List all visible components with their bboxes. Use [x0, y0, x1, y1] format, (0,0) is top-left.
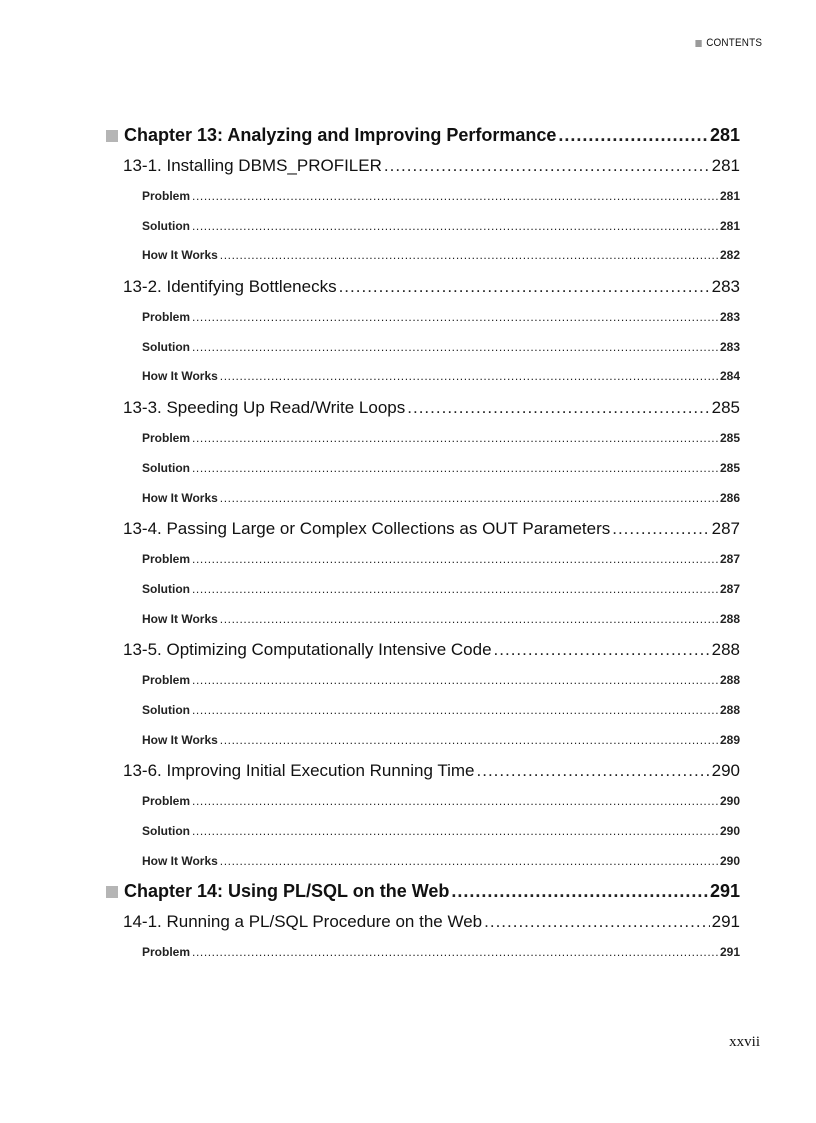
dot-leader — [192, 212, 718, 242]
page-number: xxvii — [729, 1034, 760, 1050]
dot-leader — [494, 634, 710, 666]
toc-entry-title — [142, 817, 190, 847]
toc-entry-page: 285 — [711, 398, 740, 418]
toc-entry-title-text: How It Works — [142, 369, 218, 384]
toc-subsection-row[interactable] — [106, 847, 740, 877]
toc-entry-title — [142, 424, 190, 454]
toc-entry-title — [142, 545, 190, 575]
toc-subsection-row[interactable] — [106, 212, 740, 242]
toc-entry-title — [123, 271, 337, 303]
toc-subsection-row[interactable] — [106, 575, 740, 605]
dot-leader — [220, 362, 718, 392]
toc-entry-title — [142, 726, 218, 756]
toc-entry-page: 281 — [719, 189, 740, 203]
toc-entry-page: 290 — [719, 794, 740, 809]
toc-entry-title-text: Problem — [142, 794, 191, 809]
dot-leader — [192, 666, 718, 696]
dot-leader — [220, 726, 718, 756]
toc-entry-title — [142, 241, 218, 271]
toc-entry-title — [142, 787, 190, 817]
toc-entry-title — [142, 484, 218, 514]
toc-entry-page: 284 — [719, 369, 740, 384]
toc-subsection-row[interactable] — [106, 424, 740, 454]
toc-entry-page: 291 — [719, 945, 740, 960]
toc-entry-title-text: Solution — [142, 702, 190, 717]
running-header-label: CONTENTS — [706, 37, 762, 49]
toc-entry-title — [142, 454, 190, 484]
toc-chapter-row[interactable] — [106, 876, 740, 906]
toc-entry-title — [142, 333, 190, 363]
dot-leader — [192, 575, 718, 605]
toc-entry-title — [142, 182, 190, 212]
toc-entry-title-text: 13-3. Speeding Up Read/Write Loops — [123, 398, 406, 418]
toc-subsection-row[interactable] — [106, 817, 740, 847]
dot-leader — [407, 392, 709, 424]
toc-entry-page: 291 — [709, 881, 740, 902]
toc-entry-page: 289 — [719, 732, 740, 747]
toc-section-row[interactable] — [106, 271, 740, 303]
toc-entry-page: 288 — [719, 702, 740, 717]
toc-entry-title-text: Solution — [142, 460, 190, 475]
toc-entry-title-text: How It Works — [142, 853, 218, 868]
toc-entry-page: 290 — [719, 853, 740, 868]
dot-leader — [220, 484, 718, 514]
toc-entry-title — [142, 696, 190, 726]
dot-leader — [384, 150, 710, 182]
toc-entry-page: 288 — [711, 640, 740, 660]
toc-entry-title-text: 13-2. Identifying Bottlenecks — [123, 277, 337, 297]
toc-entry-title-text: Chapter 14: Using PL/SQL on the Web — [124, 881, 450, 902]
dot-leader — [220, 847, 718, 877]
dot-leader — [612, 513, 709, 545]
dot-leader — [192, 182, 718, 212]
toc-entry-title-text: How It Works — [142, 611, 218, 626]
toc-entry-title-text: 13-5. Optimizing Computationally Intensive Code — [123, 640, 492, 660]
toc-entry-page: 285 — [719, 460, 740, 475]
toc-entry-title — [142, 605, 218, 635]
toc-entry-title — [123, 392, 405, 424]
toc-subsection-row[interactable] — [106, 696, 740, 726]
toc-subsection-row[interactable] — [106, 787, 740, 817]
toc-entry-title-text: Problem — [142, 310, 191, 325]
toc-entry-page: 283 — [719, 310, 740, 325]
toc-chapter-row[interactable] — [106, 120, 740, 150]
toc-entry-title — [106, 120, 556, 150]
toc-entry-title-text: 14-1. Running a PL/SQL Procedure on the Web — [123, 912, 483, 932]
toc-entry-title-text: Solution — [142, 581, 190, 596]
dot-leader — [192, 545, 718, 575]
toc-section-row[interactable] — [106, 634, 740, 666]
toc-section-row[interactable] — [106, 150, 740, 182]
toc-entry-title-text: Problem — [142, 552, 191, 567]
toc-entry-title — [123, 906, 482, 938]
dot-leader — [192, 817, 718, 847]
toc-entry-page: 290 — [719, 824, 740, 838]
toc-subsection-row[interactable] — [106, 726, 740, 756]
toc-entry-title-text: Problem — [142, 673, 191, 688]
toc-section-row[interactable] — [106, 513, 740, 545]
toc-subsection-row[interactable] — [106, 484, 740, 514]
toc-entry-title — [123, 513, 610, 545]
toc-entry-page: 281 — [709, 125, 740, 145]
toc-subsection-row[interactable] — [106, 182, 740, 212]
running-header — [695, 37, 762, 49]
dot-leader — [192, 938, 718, 968]
dot-leader — [192, 424, 718, 454]
toc-subsection-row[interactable] — [106, 666, 740, 696]
toc-entry-title — [142, 666, 190, 696]
toc-subsection-row[interactable] — [106, 545, 740, 575]
dot-leader — [192, 333, 718, 363]
toc-subsection-row[interactable] — [106, 938, 740, 968]
toc-entry-page: 287 — [719, 552, 740, 567]
dot-leader — [558, 120, 708, 150]
toc-entry-page: 283 — [719, 339, 740, 354]
toc-entry-title — [106, 876, 449, 906]
toc-entry-title — [123, 755, 475, 787]
toc-subsection-row[interactable] — [106, 454, 740, 484]
dot-leader — [192, 787, 718, 817]
table-of-contents — [106, 120, 740, 968]
square-bullet-icon — [106, 130, 118, 142]
toc-subsection-row[interactable] — [106, 303, 740, 333]
toc-entry-title — [142, 212, 190, 242]
dot-leader — [220, 241, 718, 271]
toc-subsection-row[interactable] — [106, 605, 740, 635]
toc-entry-page: 282 — [719, 248, 740, 263]
toc-entry-title-text: 13-1. Installing DBMS_PROFILER — [123, 156, 382, 175]
toc-entry-page: 291 — [711, 912, 740, 932]
dot-leader — [192, 454, 718, 484]
toc-entry-title-text: Solution — [142, 218, 190, 233]
toc-entry-page: 290 — [711, 761, 740, 781]
toc-entry-title — [123, 634, 492, 666]
toc-entry-page: 288 — [719, 611, 740, 626]
toc-entry-title-text: 13-6. Improving Initial Execution Running Time — [123, 761, 475, 781]
toc-entry-title-text: Solution — [142, 824, 190, 838]
square-bullet-icon — [695, 40, 701, 47]
toc-subsection-row[interactable] — [106, 362, 740, 392]
toc-section-row[interactable] — [106, 392, 740, 424]
toc-entry-title — [142, 362, 218, 392]
dot-leader — [192, 696, 718, 726]
toc-entry-page: 285 — [719, 431, 740, 446]
dot-leader — [451, 876, 708, 906]
dot-leader — [484, 906, 710, 938]
square-bullet-icon — [106, 886, 118, 898]
toc-entry-title — [142, 938, 190, 968]
toc-entry-title-text: Solution — [142, 339, 190, 354]
toc-entry-page: 281 — [711, 156, 740, 175]
toc-subsection-row[interactable] — [106, 241, 740, 271]
toc-entry-page: 287 — [711, 519, 740, 539]
toc-entry-title-text: Chapter 13: Analyzing and Improving Performance — [124, 125, 557, 145]
dot-leader — [477, 755, 710, 787]
toc-entry-title-text: Problem — [142, 945, 191, 960]
toc-entry-page: 287 — [719, 581, 740, 596]
dot-leader — [339, 271, 710, 303]
dot-leader — [192, 303, 718, 333]
toc-entry-title-text: 13-4. Passing Large or Complex Collections as OUT Parameters — [123, 519, 611, 539]
dot-leader — [220, 605, 718, 635]
toc-entry-page: 283 — [711, 277, 740, 297]
toc-entry-title — [123, 150, 382, 182]
toc-section-row[interactable] — [106, 755, 740, 787]
toc-section-row[interactable] — [106, 906, 740, 938]
toc-entry-page: 288 — [719, 673, 740, 688]
toc-entry-page: 281 — [719, 218, 740, 233]
toc-entry-page: 286 — [719, 490, 740, 505]
toc-entry-title-text: How It Works — [142, 732, 218, 747]
toc-entry-title-text: How It Works — [142, 248, 218, 263]
toc-entry-title — [142, 847, 218, 877]
toc-entry-title-text: Problem — [142, 189, 191, 203]
toc-entry-title-text: Problem — [142, 431, 191, 446]
toc-entry-title-text: How It Works — [142, 490, 218, 505]
toc-entry-title — [142, 303, 190, 333]
toc-subsection-row[interactable] — [106, 333, 740, 363]
toc-entry-title — [142, 575, 190, 605]
